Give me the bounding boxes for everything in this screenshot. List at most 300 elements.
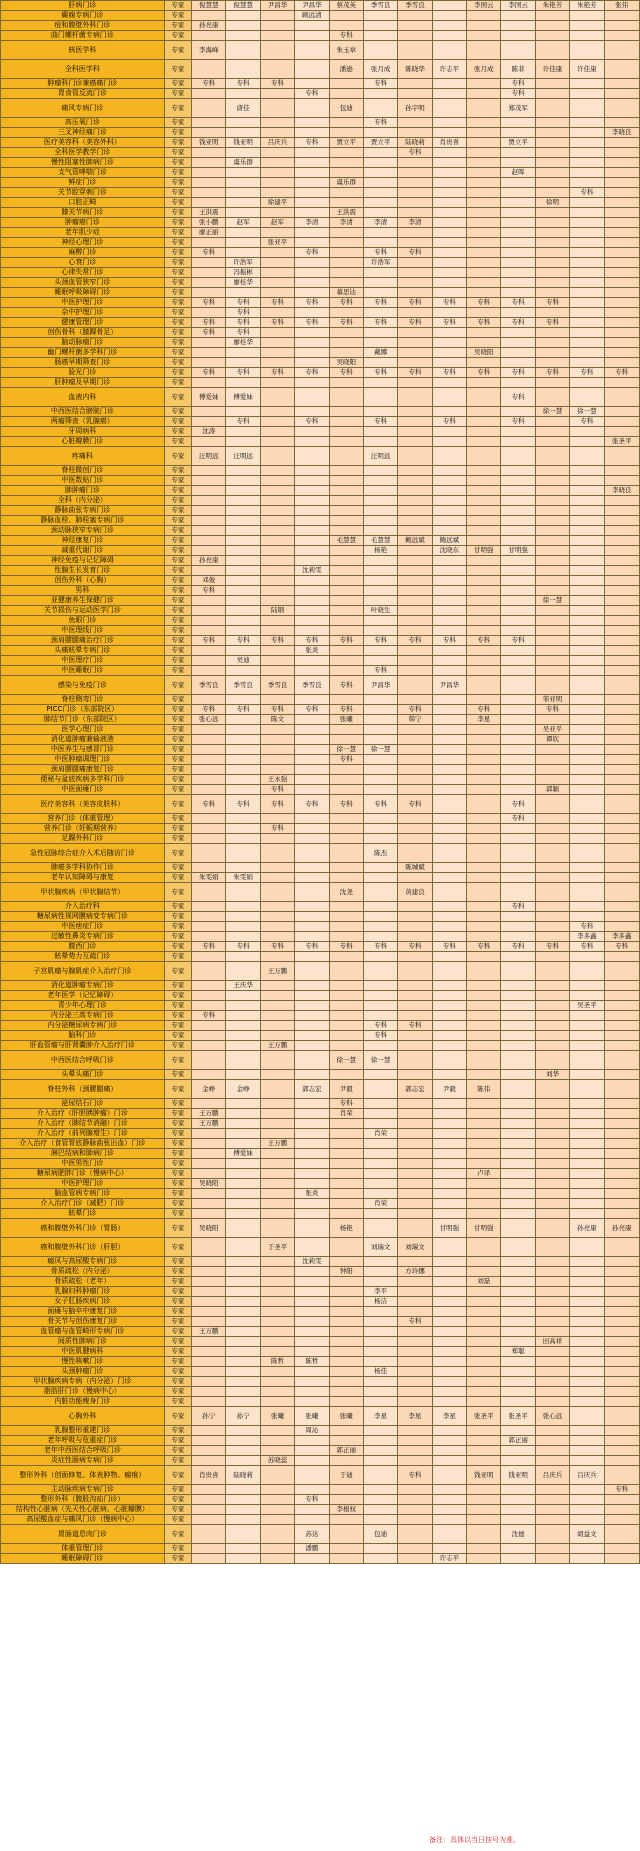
doctor-cell [329, 656, 363, 666]
doctor-cell [363, 981, 397, 991]
table-row [1, 298, 640, 308]
doctor-cell [570, 1051, 604, 1070]
doctor-cell [329, 586, 363, 596]
doctor-cell [295, 516, 329, 526]
doctor-cell [295, 824, 329, 834]
doctor-cell [501, 863, 535, 873]
doctor-cell [329, 1169, 363, 1179]
doctor-cell [295, 785, 329, 795]
doctor-cell [535, 981, 569, 991]
doctor-cell: 专科 [570, 942, 604, 952]
dept-name-cell: 颈肩腰腿痛治疗门诊 [1, 636, 165, 646]
doctor-cell: 季雪良 [398, 1, 432, 11]
doctor-cell [295, 79, 329, 89]
table-row [1, 596, 640, 606]
doctor-cell [329, 198, 363, 208]
doctor-cell [535, 1397, 569, 1407]
doctor-cell [226, 1219, 260, 1238]
doctor-cell [432, 834, 466, 844]
doctor-cell [226, 1257, 260, 1267]
doctor-cell [501, 873, 535, 883]
doctor-cell [604, 158, 639, 168]
doctor-cell [604, 834, 639, 844]
clinic-type-cell: 专家 [164, 1327, 191, 1337]
doctor-cell [467, 824, 501, 834]
clinic-type-cell: 专家 [164, 1011, 191, 1021]
doctor-cell [226, 238, 260, 248]
doctor-cell [604, 516, 639, 526]
doctor-cell [467, 476, 501, 486]
dept-name-cell: 医学心理门诊 [1, 725, 165, 735]
clinic-type-cell: 专家 [164, 1080, 191, 1099]
doctor-cell [432, 118, 466, 128]
doctor-cell [432, 656, 466, 666]
doctor-cell [226, 1337, 260, 1347]
doctor-cell [535, 238, 569, 248]
doctor-cell [604, 178, 639, 188]
doctor-cell [604, 447, 639, 466]
doctor-cell [467, 725, 501, 735]
dept-name-cell: 消化道肿瘤专病门诊 [1, 981, 165, 991]
clinic-type-cell: 专家 [164, 765, 191, 775]
doctor-cell: 陈杰 [363, 844, 397, 863]
doctor-cell [226, 1011, 260, 1021]
doctor-cell [535, 1021, 569, 1031]
doctor-cell [363, 814, 397, 824]
doctor-cell [363, 1159, 397, 1169]
doctor-cell [226, 1189, 260, 1199]
doctor-cell [432, 962, 466, 981]
clinic-type-cell: 专家 [164, 1238, 191, 1257]
doctor-cell [501, 378, 535, 388]
doctor-cell [432, 178, 466, 188]
doctor-cell [501, 705, 535, 715]
doctor-cell: 许志平 [432, 1554, 466, 1564]
doctor-cell [295, 526, 329, 536]
doctor-cell [295, 308, 329, 318]
doctor-cell: 专科 [535, 942, 569, 952]
doctor-cell [260, 883, 294, 902]
doctor-cell: 专科 [192, 79, 226, 89]
doctor-cell [363, 912, 397, 922]
doctor-cell: 专科 [501, 795, 535, 814]
doctor-cell [604, 586, 639, 596]
clinic-type-cell: 专家 [164, 228, 191, 238]
doctor-cell: 专科 [192, 636, 226, 646]
dept-name-cell: 男科 [1, 586, 165, 596]
doctor-cell [226, 566, 260, 576]
doctor-cell [501, 516, 535, 526]
doctor-cell: 肖贵喜 [192, 1466, 226, 1485]
doctor-cell [398, 1159, 432, 1169]
doctor-cell [192, 158, 226, 168]
doctor-cell: 李多鑫 [570, 932, 604, 942]
doctor-cell [501, 208, 535, 218]
doctor-cell: 陆钢 [260, 606, 294, 616]
doctor-cell [501, 1159, 535, 1169]
doctor-cell [535, 41, 569, 60]
doctor-cell [329, 814, 363, 824]
doctor-cell [535, 1515, 569, 1525]
doctor-cell [398, 1179, 432, 1189]
table-row [1, 1070, 640, 1080]
doctor-cell [192, 1387, 226, 1397]
dept-name-cell: 医疗美容科（美容外科） [1, 138, 165, 148]
doctor-cell [535, 308, 569, 318]
doctor-cell [570, 1436, 604, 1446]
doctor-cell [604, 745, 639, 755]
doctor-cell [501, 248, 535, 258]
doctor-cell [570, 128, 604, 138]
doctor-cell: 吴晓阳 [467, 348, 501, 358]
dept-name-cell: 眩晕门诊 [1, 1209, 165, 1219]
doctor-cell [329, 348, 363, 358]
doctor-cell [260, 168, 294, 178]
doctor-cell [501, 198, 535, 208]
doctor-cell [604, 328, 639, 338]
doctor-cell [604, 556, 639, 566]
doctor-cell [467, 1505, 501, 1515]
doctor-cell [329, 1129, 363, 1139]
doctor-cell [192, 1525, 226, 1544]
doctor-cell: 专科 [260, 824, 294, 834]
doctor-cell [260, 417, 294, 427]
doctor-cell [398, 1149, 432, 1159]
doctor-cell [226, 378, 260, 388]
doctor-cell [501, 1297, 535, 1307]
clinic-type-cell: 专家 [164, 1407, 191, 1426]
doctor-cell [260, 1515, 294, 1525]
doctor-cell [535, 158, 569, 168]
doctor-cell [329, 775, 363, 785]
doctor-cell: 季雪良 [295, 676, 329, 695]
doctor-cell [467, 1119, 501, 1129]
doctor-cell [363, 715, 397, 725]
doctor-cell [329, 1159, 363, 1169]
table-row [1, 863, 640, 873]
doctor-cell [501, 775, 535, 785]
doctor-cell [501, 1387, 535, 1397]
doctor-cell [432, 1456, 466, 1466]
table-row [1, 1051, 640, 1070]
table-row [1, 1456, 640, 1466]
doctor-cell [329, 1337, 363, 1347]
doctor-cell [363, 991, 397, 1001]
doctor-cell [535, 1001, 569, 1011]
doctor-cell [260, 814, 294, 824]
doctor-cell [467, 168, 501, 178]
clinic-type-cell: 专家 [164, 1, 191, 11]
doctor-cell [363, 158, 397, 168]
doctor-cell [604, 863, 639, 873]
doctor-cell [398, 348, 432, 358]
doctor-cell [329, 148, 363, 158]
dept-name-cell: 癌和腹壁外科门诊（胃肠） [1, 1219, 165, 1238]
doctor-cell [570, 873, 604, 883]
clinic-type-cell: 专家 [164, 1041, 191, 1051]
doctor-cell [604, 981, 639, 991]
doctor-cell [570, 1031, 604, 1041]
clinic-type-cell: 专家 [164, 745, 191, 755]
doctor-cell [467, 388, 501, 407]
doctor-cell [535, 417, 569, 427]
doctor-cell [467, 178, 501, 188]
clinic-type-cell: 专家 [164, 863, 191, 873]
doctor-cell [226, 358, 260, 368]
table-row [1, 89, 640, 99]
doctor-cell [192, 1159, 226, 1169]
doctor-cell [295, 198, 329, 208]
dept-name-cell: 中医养生与感冒门诊 [1, 745, 165, 755]
doctor-cell [570, 656, 604, 666]
doctor-cell [604, 636, 639, 646]
doctor-cell [467, 278, 501, 288]
doctor-cell [295, 1297, 329, 1307]
doctor-cell [295, 1367, 329, 1377]
dept-name-cell: 幽门螺杆菌多学科门诊 [1, 348, 165, 358]
doctor-cell [570, 556, 604, 566]
doctor-cell [226, 516, 260, 526]
doctor-cell: 专科 [501, 636, 535, 646]
doctor-cell: 孙亮康 [192, 556, 226, 566]
doctor-cell [467, 1397, 501, 1407]
doctor-cell [329, 1544, 363, 1554]
doctor-cell [226, 208, 260, 218]
doctor-cell [295, 576, 329, 586]
doctor-cell [226, 1199, 260, 1209]
doctor-cell [570, 1119, 604, 1129]
doctor-cell [260, 695, 294, 705]
doctor-cell: 陆晓莉 [398, 138, 432, 148]
doctor-cell [260, 378, 294, 388]
doctor-cell [432, 1209, 466, 1219]
doctor-cell [398, 1397, 432, 1407]
doctor-cell [192, 1139, 226, 1149]
doctor-cell [535, 775, 569, 785]
doctor-cell [535, 427, 569, 437]
doctor-cell: 张圣平 [467, 1407, 501, 1426]
doctor-cell: 专科 [226, 328, 260, 338]
doctor-cell [570, 1070, 604, 1080]
dept-name-cell: 中西医结合膀胱门诊 [1, 407, 165, 417]
doctor-cell [432, 496, 466, 506]
doctor-cell [226, 912, 260, 922]
dept-name-cell: 内分泌糖尿病专病门诊 [1, 1021, 165, 1031]
doctor-cell [295, 1515, 329, 1525]
doctor-cell: 钱亚明 [226, 138, 260, 148]
doctor-cell [295, 1327, 329, 1337]
clinic-type-cell: 专家 [164, 715, 191, 725]
clinic-type-cell: 专家 [164, 666, 191, 676]
doctor-cell [192, 1001, 226, 1011]
doctor-cell: 陆晓莉 [226, 1466, 260, 1485]
doctor-cell [398, 556, 432, 566]
doctor-cell [363, 616, 397, 626]
doctor-cell: 包迪 [329, 99, 363, 118]
doctor-cell [363, 11, 397, 21]
doctor-cell [501, 1139, 535, 1149]
clinic-type-cell: 专家 [164, 31, 191, 41]
doctor-cell [570, 348, 604, 358]
doctor-cell [604, 1347, 639, 1357]
dept-name-cell: 瘢风与高尿酸专病门诊 [1, 1257, 165, 1267]
doctor-cell [398, 358, 432, 368]
doctor-cell: 顾远清 [295, 11, 329, 21]
dept-name-cell: 心胸外科 [1, 1407, 165, 1426]
doctor-cell [604, 775, 639, 785]
doctor-cell [226, 526, 260, 536]
clinic-type-cell: 专家 [164, 695, 191, 705]
doctor-cell: 专科 [226, 705, 260, 715]
doctor-cell [226, 407, 260, 417]
doctor-cell [295, 1159, 329, 1169]
doctor-cell [467, 646, 501, 656]
doctor-cell [501, 1515, 535, 1525]
doctor-cell [329, 476, 363, 486]
doctor-cell [398, 814, 432, 824]
doctor-cell [295, 1307, 329, 1317]
doctor-cell [535, 1485, 569, 1495]
doctor-cell [363, 1307, 397, 1317]
doctor-cell: 包迪 [363, 1525, 397, 1544]
doctor-cell [604, 1189, 639, 1199]
doctor-cell [398, 755, 432, 765]
doctor-cell [260, 1554, 294, 1564]
doctor-cell [260, 506, 294, 516]
clinic-type-cell: 专家 [164, 476, 191, 486]
doctor-cell [604, 1287, 639, 1297]
doctor-cell [295, 844, 329, 863]
dept-name-cell: 骨质疏松（内分泌） [1, 1267, 165, 1277]
doctor-cell [467, 21, 501, 31]
doctor-cell [295, 208, 329, 218]
doctor-cell [604, 298, 639, 308]
table-row [1, 902, 640, 912]
doctor-cell [501, 41, 535, 60]
table-row [1, 824, 640, 834]
table-row [1, 883, 640, 902]
dept-name-cell: 心衰门诊 [1, 258, 165, 268]
doctor-cell [226, 725, 260, 735]
doctor-cell [192, 922, 226, 932]
clinic-type-cell: 专家 [164, 1367, 191, 1377]
doctor-cell: 专科 [501, 89, 535, 99]
doctor-cell [570, 1307, 604, 1317]
doctor-cell [535, 1238, 569, 1257]
doctor-cell: 蔡茂英 [329, 1, 363, 11]
doctor-cell [398, 1209, 432, 1219]
doctor-cell [535, 1119, 569, 1129]
doctor-cell [535, 1277, 569, 1287]
doctor-cell [363, 902, 397, 912]
doctor-cell [501, 932, 535, 942]
doctor-cell: 尹昌华 [260, 1, 294, 11]
dept-name-cell: 腹西门诊 [1, 942, 165, 952]
doctor-cell [535, 447, 569, 466]
doctor-cell [398, 1357, 432, 1367]
doctor-cell [295, 745, 329, 755]
doctor-cell [467, 486, 501, 496]
doctor-cell [295, 1119, 329, 1129]
clinic-type-cell: 专家 [164, 60, 191, 79]
doctor-cell [260, 1070, 294, 1080]
doctor-cell [192, 962, 226, 981]
doctor-cell [432, 486, 466, 496]
doctor-cell [604, 1149, 639, 1159]
doctor-cell [295, 932, 329, 942]
doctor-cell: 张炎 [295, 646, 329, 656]
doctor-cell [467, 198, 501, 208]
table-row [1, 715, 640, 725]
table-row [1, 417, 640, 427]
doctor-cell [260, 288, 294, 298]
doctor-cell [363, 427, 397, 437]
doctor-cell [398, 338, 432, 348]
doctor-cell: 陈哲 [295, 1357, 329, 1367]
doctor-cell [295, 168, 329, 178]
doctor-cell: 张曦 [329, 1407, 363, 1426]
doctor-cell [260, 407, 294, 417]
doctor-cell [295, 178, 329, 188]
table-row [1, 1317, 640, 1327]
doctor-cell: 郑聪 [501, 1347, 535, 1357]
doctor-cell [329, 248, 363, 258]
doctor-cell [467, 1367, 501, 1377]
dept-name-cell: 癌和腹壁外科门诊（肝胆） [1, 1238, 165, 1257]
doctor-cell: 专科 [192, 705, 226, 715]
doctor-cell [398, 516, 432, 526]
doctor-cell [363, 962, 397, 981]
doctor-cell: 专科 [398, 636, 432, 646]
doctor-cell [570, 902, 604, 912]
doctor-cell [363, 1139, 397, 1149]
doctor-cell [501, 536, 535, 546]
table-row [1, 178, 640, 188]
doctor-cell [570, 168, 604, 178]
doctor-cell [363, 407, 397, 417]
doctor-cell [535, 1307, 569, 1317]
doctor-cell [295, 1149, 329, 1159]
doctor-cell [501, 1287, 535, 1297]
doctor-cell: 苏达 [295, 1525, 329, 1544]
doctor-cell [535, 1149, 569, 1159]
doctor-cell [295, 912, 329, 922]
doctor-cell [260, 1426, 294, 1436]
doctor-cell [604, 258, 639, 268]
dept-name-cell: 间质性肺病门诊 [1, 1337, 165, 1347]
doctor-cell: 李清 [363, 218, 397, 228]
doctor-cell [260, 1495, 294, 1505]
doctor-cell [260, 60, 294, 79]
doctor-cell [535, 1317, 569, 1327]
doctor-cell [260, 1159, 294, 1169]
doctor-cell [570, 1238, 604, 1257]
doctor-cell [363, 566, 397, 576]
doctor-cell [398, 417, 432, 427]
doctor-cell: 于迪 [329, 1466, 363, 1485]
doctor-cell [432, 1109, 466, 1119]
clinic-type-cell: 专家 [164, 1387, 191, 1397]
doctor-cell [260, 1544, 294, 1554]
doctor-cell [226, 1119, 260, 1129]
doctor-cell [570, 99, 604, 118]
doctor-cell [432, 466, 466, 476]
doctor-cell [501, 844, 535, 863]
doctor-cell [604, 41, 639, 60]
dept-name-cell: 高尿酸血症与痛风门诊（慢病中心） [1, 1515, 165, 1525]
doctor-cell [604, 1129, 639, 1139]
doctor-cell [467, 99, 501, 118]
